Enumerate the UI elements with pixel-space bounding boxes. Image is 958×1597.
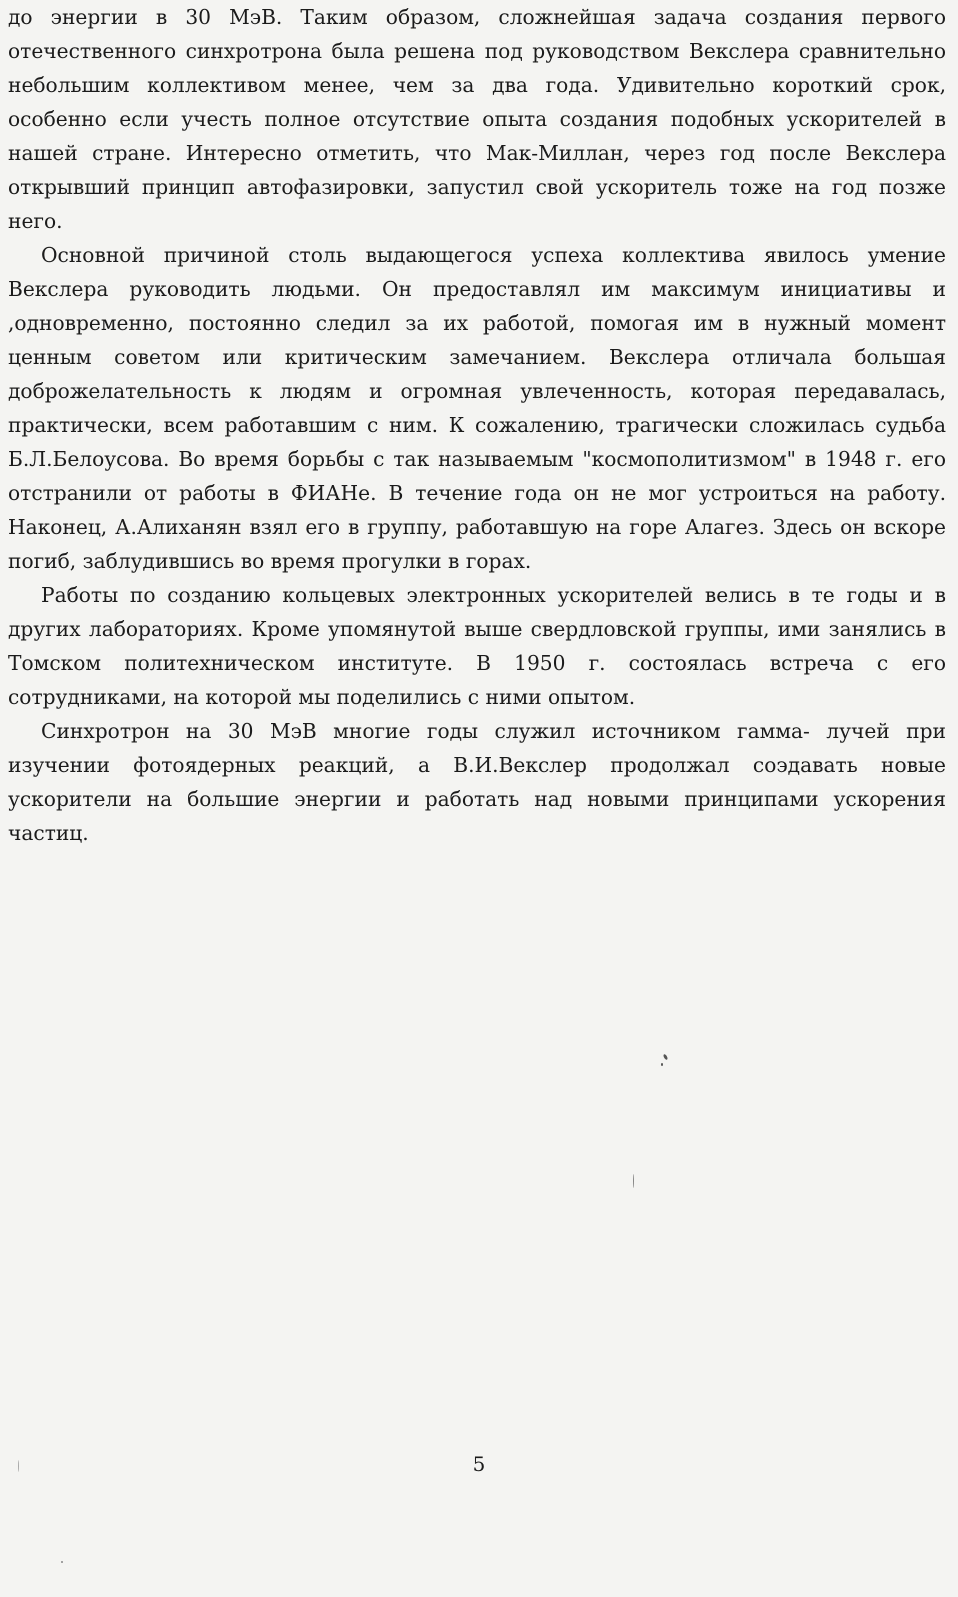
page-number: 5 <box>472 1452 486 1476</box>
paragraph-synchrotron-use: Синхротрон на 30 МэВ многие годы служил источником гамма- лучей при изучении фотоядерных реакций, а В.И.Векслер продолжал соэдавать новые ускорители на большие энергии и работать над новыми принципами ускорения частиц. <box>8 719 946 845</box>
paragraph-success-reasons: Основной причиной столь выдающегося успеха коллектива явилось умение Векслера руководить людьми. Он предоставлял им максимум инициативы и ,одновременно, постоянно следил за их работой, помогая им в нужный момент ценным советом или критическим замечанием. Векслера отличала большая доброжелательность к людям и огромная увлеченность, которая передавалась, практически, всем работавшим с ним. К сожалению, трагически сложилась судьба Б.Л.Белоусова. Во время борьбы с так называемым "космополитизмом" в 1948 г. его отстранили от работы в ФИАНе. В течение года он не мог устроиться на работу. Наконец, А.Алиханян взял его в группу, работавшую на горе Алагез. Здесь он вскоре погиб, заблудившись во время прогулки в горах. <box>8 243 946 573</box>
paragraph-other-labs: Работы по созданию кольцевых электронных ускорителей велись в те годы и в других лабораториях. Кроме упомянутой выше свердловской группы, ими занялись в Томском политехническом институте. В 1950 г. состоялась встреча с его сотрудниками, на которой мы поделились с ними опытом. <box>8 583 946 709</box>
body-text <box>8 0 946 850</box>
scan-speck <box>18 1460 19 1472</box>
scan-speck <box>661 1063 663 1066</box>
paragraph-continuation: до энергии в 30 МэВ. Таким образом, сложнейшая задача создания первого отечественного синхротрона была решена под руководством Векслера сравнительно небольшим коллективом менее, чем за два года. Удивительно короткий срок, особенно если учесть полное отсутствие опыта создания подобных ускорителей в нашей стране. Интересно отметить, что Мак-Миллан, через год после Векслера открывший принцип автофазировки, запустил свой ускоритель тоже на год позже него. <box>8 5 946 233</box>
scan-speck <box>663 1054 669 1061</box>
scan-speck <box>633 1174 634 1188</box>
scan-speck <box>61 1561 63 1563</box>
